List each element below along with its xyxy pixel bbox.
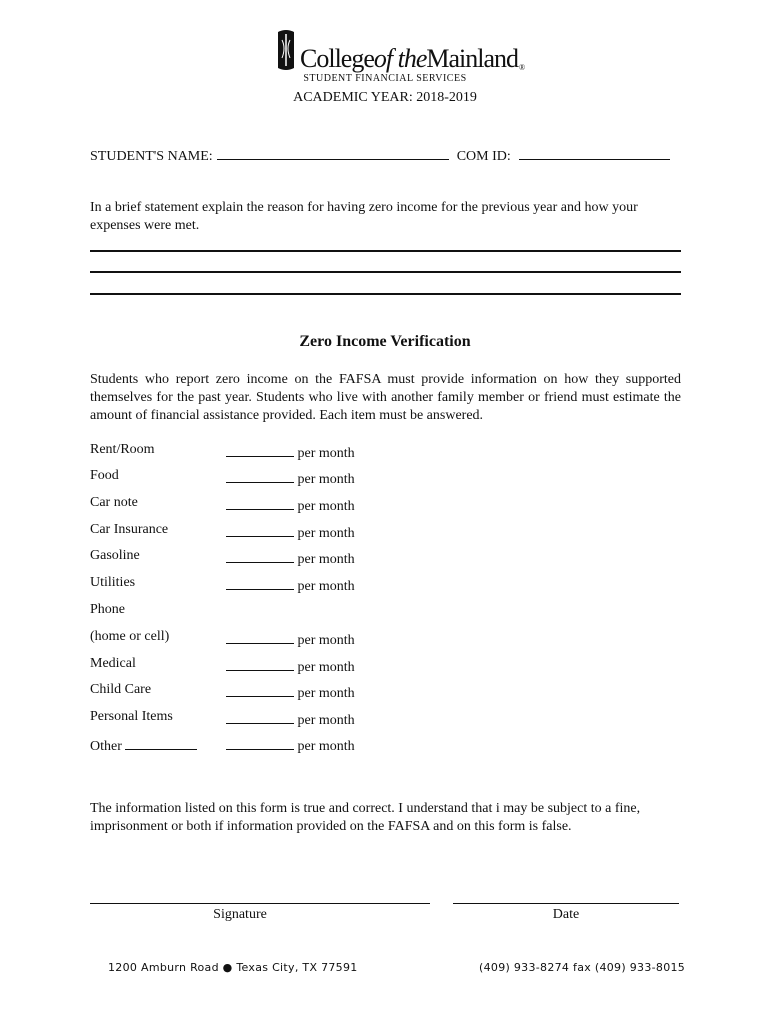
- footer-address: 1200 Amburn Road ● Texas City, TX 77591: [108, 961, 358, 974]
- logo-registered-mark: ®: [519, 63, 525, 72]
- medical-amount-field[interactable]: [226, 656, 294, 671]
- college-logo: [276, 22, 524, 72]
- item-label-utilities: Utilities: [90, 575, 136, 590]
- item-label-phone: Phone: [90, 602, 125, 617]
- car-insurance-amount-field[interactable]: [226, 522, 294, 537]
- personal-items-amount-field[interactable]: [226, 709, 294, 724]
- logo-word-college: College: [300, 44, 374, 73]
- student-info-line: [90, 145, 670, 165]
- item-amount-food: [226, 468, 355, 488]
- certification-statement: The information listed on this form is true and correct. I understand that i may be subject to a fine, imprisonment or both if information provided on the FAFSA and on this form is false.: [90, 801, 641, 834]
- per-month-label: per month: [297, 552, 355, 567]
- item-label-phone-type: (home or cell): [90, 629, 170, 644]
- item-label-rent: Rent/Room: [90, 442, 155, 457]
- logo-word-mainland: Mainland: [426, 44, 519, 73]
- per-month-label: per month: [297, 739, 355, 754]
- item-label-car-note: Car note: [90, 495, 138, 510]
- item-amount-car-note: [226, 495, 355, 515]
- per-month-label: per month: [297, 446, 355, 461]
- per-month-label: per month: [297, 472, 355, 487]
- item-label-personal-items: Personal Items: [90, 709, 173, 724]
- per-month-label: per month: [297, 579, 355, 594]
- item-amount-other: [226, 735, 355, 755]
- item-amount-rent: [226, 442, 355, 462]
- statement-line-1[interactable]: [90, 250, 681, 252]
- academic-year: ACADEMIC YEAR: 2018-2019: [293, 90, 477, 105]
- item-label-medical: Medical: [90, 656, 136, 671]
- statement-line-3[interactable]: [90, 293, 681, 295]
- logo-emblem-icon: [276, 28, 296, 72]
- item-amount-gasoline: [226, 548, 355, 568]
- statement-line-2[interactable]: [90, 271, 681, 273]
- item-amount-utilities: [226, 575, 355, 595]
- logo-word-ofthe: of the: [373, 44, 427, 73]
- date-line[interactable]: [453, 903, 679, 904]
- food-amount-field[interactable]: [226, 468, 294, 483]
- department-name: STUDENT FINANCIAL SERVICES: [303, 73, 467, 84]
- section-title: Zero Income Verification: [299, 333, 471, 350]
- item-label-gasoline: Gasoline: [90, 548, 140, 563]
- item-label-food: Food: [90, 468, 119, 483]
- item-amount-phone: [226, 629, 355, 649]
- per-month-label: per month: [297, 713, 355, 728]
- car-note-amount-field[interactable]: [226, 495, 294, 510]
- per-month-label: per month: [297, 499, 355, 514]
- item-amount-personal-items: [226, 709, 355, 729]
- other-amount-field[interactable]: [226, 735, 294, 750]
- item-label-other: Other: [90, 739, 122, 754]
- verification-intro: Students who report zero income on the FAFSA must provide information on how they supported themselves for the past year. Students who live with another family member or friend must estimate the amount of financial assistance provided. Each item must be answered.: [90, 372, 681, 423]
- other-description-field[interactable]: [125, 735, 197, 750]
- child-care-amount-field[interactable]: [226, 682, 294, 697]
- logo-wordmark: [300, 46, 524, 72]
- signature-line[interactable]: [90, 903, 430, 904]
- footer-phone: (409) 933-8274 fax (409) 933-8015: [479, 961, 686, 974]
- per-month-label: per month: [297, 660, 355, 675]
- item-label-child-care: Child Care: [90, 682, 152, 697]
- per-month-label: per month: [297, 633, 355, 648]
- item-label-car-insurance: Car Insurance: [90, 522, 169, 537]
- student-name-field[interactable]: [217, 145, 449, 160]
- item-amount-medical: [226, 656, 355, 676]
- rent-amount-field[interactable]: [226, 442, 294, 457]
- item-amount-child-care: [226, 682, 355, 702]
- statement-prompt: In a brief statement explain the reason for having zero income for the previous year and how your expenses were met.: [90, 200, 638, 233]
- item-amount-car-insurance: [226, 522, 355, 542]
- phone-amount-field[interactable]: [226, 629, 294, 644]
- gasoline-amount-field[interactable]: [226, 548, 294, 563]
- utilities-amount-field[interactable]: [226, 575, 294, 590]
- student-name-label: STUDENT'S NAME:: [90, 149, 213, 164]
- per-month-label: per month: [297, 526, 355, 541]
- item-label-other-row: [90, 735, 197, 755]
- per-month-label: per month: [297, 686, 355, 701]
- com-id-field[interactable]: [519, 145, 670, 160]
- com-id-label: COM ID:: [456, 149, 511, 164]
- date-label: Date: [552, 907, 580, 922]
- signature-label: Signature: [213, 907, 267, 922]
